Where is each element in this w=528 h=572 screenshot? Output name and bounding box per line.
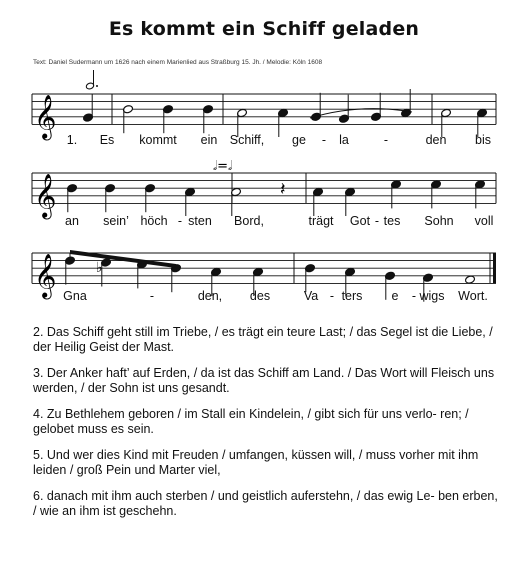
quarter-rest-icon: 𝄽 <box>280 179 286 200</box>
lyric-syllable: sein’ <box>103 214 129 228</box>
tempo-marking: 𝅗𝅥=𝅗𝅥 <box>213 159 233 174</box>
verse-4: 4. Zu Bethlehem geboren / im Stall ein Kindelein, / gibt sich für uns verlo- ren; / gelobet muss es sein. <box>33 407 469 436</box>
lyric-syllable: trägt <box>308 214 334 228</box>
treble-clef-icon: 𝄞 <box>34 94 57 139</box>
verse-2: 2. Das Schiff geht still im Triebe, / es trägt ein teure Last; / das Segel ist die Liebe, / der Heilig Geist der Mast. <box>33 325 493 354</box>
page-title: Es kommt ein Schiff geladen <box>108 18 420 40</box>
lyric-syllable: - <box>374 214 380 228</box>
lyric-syllable: sten <box>188 214 212 228</box>
lyric-syllable: - <box>177 214 183 228</box>
lyric-syllable: den, <box>197 289 223 303</box>
staff-2 <box>32 173 496 219</box>
lyric-syllable: Es <box>99 133 115 147</box>
lyric-syllable: - <box>149 289 155 303</box>
lyric-syllable: - <box>383 133 389 147</box>
lyric-syllable: Gna <box>63 289 87 303</box>
treble-clef-icon: 𝄞 <box>34 253 57 298</box>
note-head <box>465 275 476 284</box>
final-bar-thick <box>493 253 496 283</box>
verse-3: 3. Der Anker haft’ auf Erden, / da ist das Schiff am Land. / Das Wort will Fleisch uns werden, / der Sohn ist uns gesandt. <box>33 366 495 395</box>
lyric-syllable: kommt <box>139 133 177 147</box>
lyric-syllable: voll <box>474 214 494 228</box>
lyric-syllable: Bord, <box>234 214 264 228</box>
lyric-syllable: Wort. <box>458 289 488 303</box>
lyric-syllable: ge <box>292 133 306 147</box>
verses <box>33 325 503 530</box>
lyric-syllable: des <box>249 289 271 303</box>
lyric-syllable: ters <box>341 289 363 303</box>
lyric-syllable: höch <box>140 214 168 228</box>
lyric-syllable: Sohn <box>424 214 454 228</box>
lyric-syllable: - <box>321 133 327 147</box>
lyric-syllable: Va <box>303 289 319 303</box>
lyric-syllable: an <box>65 214 79 228</box>
lyric-syllable: e <box>391 289 399 303</box>
dot <box>96 85 98 87</box>
lyric-syllable: bis <box>475 133 491 147</box>
lyric-syllable: - <box>329 289 335 303</box>
lyric-syllable: - <box>411 289 417 303</box>
treble-clef-icon: 𝄞 <box>34 173 57 218</box>
flat-icon: ♭ <box>96 260 103 276</box>
lyric-syllable: wigs <box>419 289 445 303</box>
lyric-syllable: la <box>339 133 349 147</box>
verse-6: 6. danach mit ihm auch sterben / und geistlich auferstehn, / das ewig Le- ben erben, / wie an ihm ist geschehn. <box>33 489 498 518</box>
lyric-syllable: 1. <box>66 133 78 147</box>
staff-1 <box>32 70 496 140</box>
verse-5: 5. Und wer dies Kind mit Freuden / umfangen, küssen will, / muss vorher mit ihm leiden / groß Pein und Marter viel, <box>33 448 479 477</box>
credit-line: Text: Daniel Sudermann um 1626 nach einem Marienlied aus Straßburg 15. Jh. / Melodie: Köln 1608 <box>33 59 323 66</box>
lyric-syllable: den <box>425 133 447 147</box>
lyric-syllable: ein <box>200 133 218 147</box>
lyric-syllable: tes <box>383 214 401 228</box>
lyric-syllable: Got <box>349 214 371 228</box>
lyric-syllable: Schiff, <box>229 133 265 147</box>
